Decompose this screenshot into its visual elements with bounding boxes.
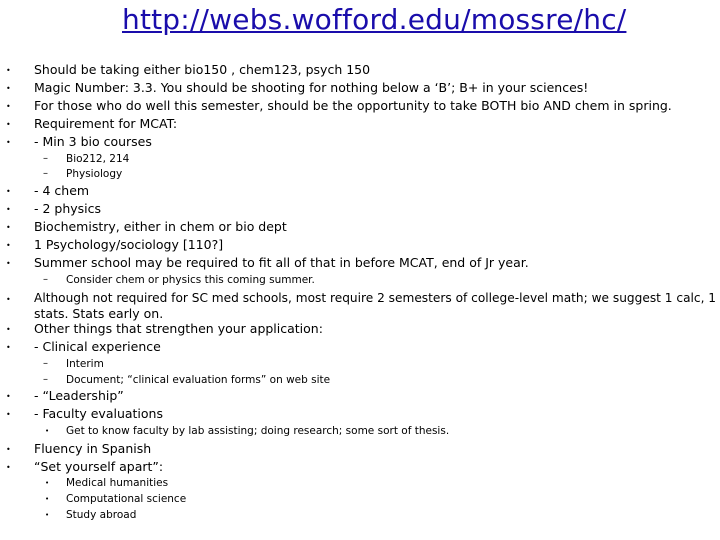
bullet-icon: • — [6, 241, 11, 250]
sub-list-item: Medical humanities — [66, 477, 169, 489]
bullet-icon: • — [6, 102, 11, 111]
list-item: - Faculty evaluations — [34, 406, 163, 421]
dash-icon: – — [43, 274, 48, 285]
list-item: - 4 chem — [34, 183, 90, 198]
bullet-icon: • — [6, 392, 11, 401]
bullet-icon: • — [45, 479, 50, 487]
bullet-icon: • — [6, 463, 11, 472]
sub-list-item: Study abroad — [66, 509, 137, 521]
list-item: Fluency in Spanish — [34, 441, 152, 456]
bullet-icon: • — [6, 445, 11, 454]
list-item: Biochemistry, either in chem or bio dept — [34, 219, 287, 234]
bullet-icon: • — [6, 325, 11, 334]
sub-list-item: Bio212, 214 — [66, 153, 130, 165]
list-item: - Clinical experience — [34, 339, 161, 354]
list-item: - 2 physics — [34, 201, 102, 216]
dash-icon: – — [43, 358, 48, 369]
list-item: - “Leadership” — [34, 388, 124, 403]
list-item: Requirement for MCAT: — [34, 116, 178, 131]
list-item: Summer school may be required to fit all of that in before MCAT, end of Jr year. — [34, 255, 529, 270]
bullet-icon: • — [6, 205, 11, 214]
list-item-continuation: stats. Stats early on. — [34, 306, 164, 321]
list-item: 1 Psychology/sociology [110?] — [34, 237, 224, 252]
bullet-icon: • — [6, 187, 11, 196]
page-title-link[interactable]: http://webs.wofford.edu/mossre/hc/ — [122, 3, 627, 36]
bullet-icon: • — [6, 138, 11, 147]
bullet-icon: • — [6, 84, 11, 93]
bullet-icon: • — [45, 427, 50, 435]
sub-list-item: Get to know faculty by lab assisting; doing research; some sort of thesis. — [66, 425, 450, 437]
sub-list-item: Computational science — [66, 493, 187, 505]
dash-icon: – — [43, 153, 48, 164]
bullet-icon: • — [6, 223, 11, 232]
list-item: Magic Number: 3.3. You should be shooting for nothing below a ‘B’; B+ in your sciences! — [34, 80, 589, 95]
list-item: Although not required for SC med schools, most require 2 semesters of college-level math; we suggest 1 calc, 1 — [34, 291, 717, 305]
list-item: For those who do well this semester, should be the opportunity to take BOTH bio AND chem in spring. — [34, 98, 672, 113]
bullet-icon: • — [6, 295, 11, 304]
bullet-icon: • — [6, 410, 11, 419]
bullet-icon: • — [45, 495, 50, 503]
bullet-icon: • — [6, 343, 11, 352]
list-item: - Min 3 bio courses — [34, 134, 152, 149]
sub-list-item: Physiology — [66, 168, 123, 180]
sub-list-item: Interim — [66, 358, 104, 370]
dash-icon: – — [43, 374, 48, 385]
sub-list-item: Document; “clinical evaluation forms” on web site — [66, 374, 331, 386]
sub-list-item: Consider chem or physics this coming summer. — [66, 274, 315, 286]
bullet-icon: • — [6, 259, 11, 268]
bullet-icon: • — [45, 511, 50, 519]
dash-icon: – — [43, 168, 48, 179]
list-item: “Set yourself apart”: — [34, 459, 164, 474]
bullet-icon: • — [6, 120, 11, 129]
list-item: Should be taking either bio150 , chem123, psych 150 — [34, 62, 371, 77]
list-item: Other things that strengthen your application: — [34, 321, 323, 336]
bullet-icon: • — [6, 66, 11, 75]
